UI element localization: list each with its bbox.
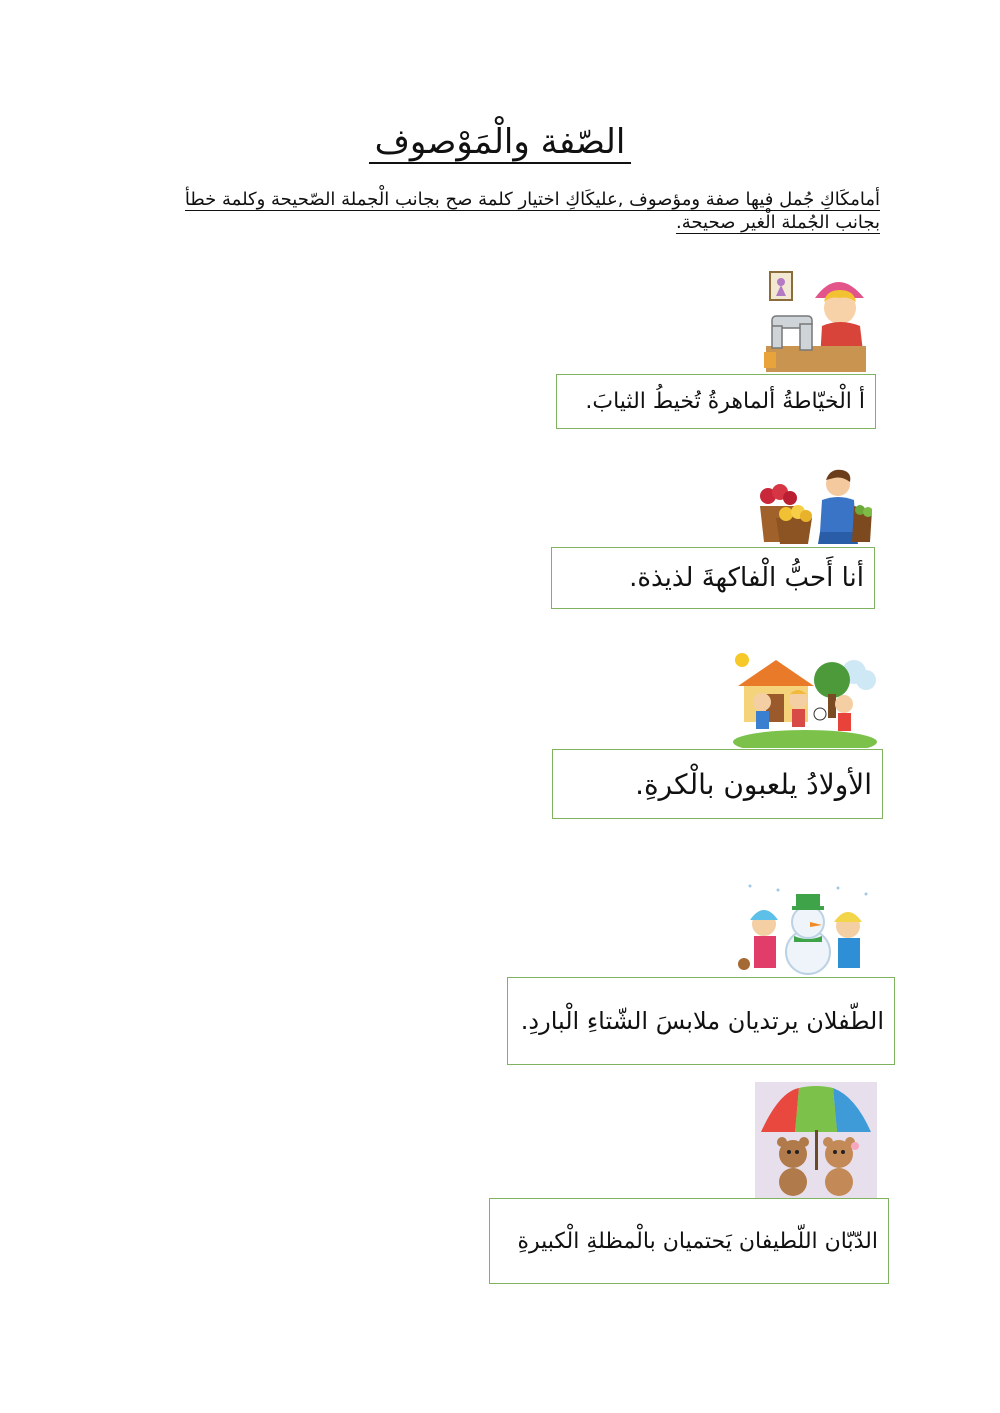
snowman-kids-icon [738, 880, 874, 976]
sentence-text-2: أنا أَحبُّ الْفاكهةَ لذيذة. [629, 563, 864, 593]
title-text: الصّفة والْمَوْصوف [369, 122, 632, 164]
sentence-text-5: الدّبّان اللّطيفان يَحتميان بالْمظلةِ الْكبيرةِ [517, 1228, 878, 1254]
kids-playing-icon [732, 650, 878, 748]
instructions [136, 188, 880, 234]
sentence-text-3: الأولادُ يلعبون بالْكرةِ. [635, 767, 872, 801]
bears-umbrella-icon [755, 1082, 877, 1198]
page-title [360, 118, 640, 166]
sentence-box-4 [507, 977, 895, 1065]
sentence-box-1 [556, 374, 876, 429]
fruit-boy-icon [756, 466, 872, 546]
sentence-box-2 [551, 547, 875, 609]
instructions-text: أمامكَاكِ جُمل فيها صفة ومؤصوف ,عليكَاكِ اختيار كلمة صح بجانب الْجملة الصّحيحة وكلمة خطأ بجانب الجُملة الْغير صحيحة. [184, 189, 880, 233]
sentence-text-4: الطّفلان يرتديان ملابسَ الشّتاءِ الْباردِ. [520, 1007, 884, 1035]
sentence-box-3 [552, 749, 883, 819]
seamstress-icon [760, 268, 868, 376]
sentence-text-1: أ الْخيّاطةُ ألماهرةُ تُخيطُ الثيابَ. [585, 389, 865, 414]
sentence-box-5 [489, 1198, 889, 1284]
